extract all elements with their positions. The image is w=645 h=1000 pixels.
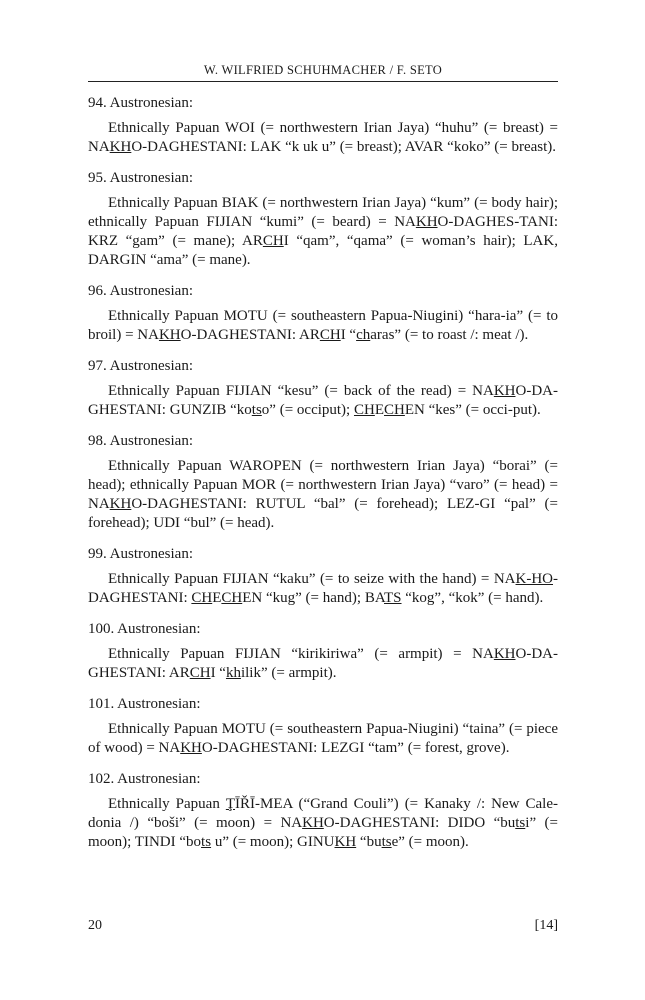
underlined-segment: ts [201,834,212,850]
entry-title: 101. Austronesian: [88,696,201,712]
text-segment: O-DAGHESTANI: LAK “k uk u” (= breast); AVAR “koko” (= breast). [131,139,557,155]
text-segment: I “ [340,327,357,343]
text-segment: EN “kug” (= hand); BA [242,590,384,606]
entry-body [88,307,558,345]
underlined-segment: KH [493,646,516,662]
underlined-segment: KH [180,740,202,756]
text-segment: Ethnically Papuan WOI (= northwestern Irian Jaya) “huhu” (= breast) = NA [88,120,558,155]
text-segment: I “qam”, “qama” (= woman’s hair); LAK, DARGIN “ama” (= mane). [88,233,558,268]
text-segment: O-DAGHESTANI: LEZGI “tam” (= forest, grove). [201,740,510,756]
text-segment: “kog”, “kok” (= hand). [401,590,544,606]
page-reference: [14] [534,918,558,933]
text-segment: o” (= occiput); [261,402,354,418]
entry-title: 98. Austronesian: [88,433,193,449]
text-segment: Ethnically Papuan MOTU (= southeastern Papua-Niugini) “taina” (= piece of wood) = NA [88,721,558,756]
underlined-segment: ch [356,327,371,343]
entry [88,282,558,345]
entry-body [88,457,558,533]
text-segment: E [374,402,384,418]
underlined-segment: KH [109,139,132,155]
underlined-segment: KH [158,327,181,343]
text-segment: I “ [210,665,226,681]
underlined-segment: KH [302,815,324,831]
text-segment: -DAGHESTANI: [88,571,558,606]
entry [88,432,558,533]
text-segment: O-DA-GHESTANI: GUNZIB “ko [88,383,558,418]
entry-title: 97. Austronesian: [88,358,193,374]
entry [88,94,558,157]
entry-body [88,795,558,852]
entry-title: 100. Austronesian: [88,621,201,637]
entry-title: 94. Austronesian: [88,95,193,111]
underlined-segment: CH [191,590,213,606]
underlined-segment: TS [384,590,402,606]
text-segment: O-DAGHES-TANI: KRZ “gam” (= mane); AR [88,214,558,249]
underlined-segment: CH [189,665,211,681]
text-segment: Ethnically Papuan BIAK (= northwestern Irian Jaya) “kum” (= body hair); ethnically Papuan FIJIAN “kumi” (= beard) = NA [88,195,558,230]
text-segment: Ethnically Papuan WAROPEN (= northwestern Irian Jaya) “borai” (= head); ethnically Papuan MOR (= northwestern Irian Jaya) “varo” (= head) = NA [88,458,558,512]
entry-body [88,570,558,608]
text-segment: “bu [356,834,382,850]
underlined-segment: KH [415,214,438,230]
underlined-segment: CH [221,590,243,606]
underlined-segment: K-HO [515,571,553,587]
underlined-segment: CH [319,327,341,343]
underlined-segment: kh [225,665,241,681]
entry-body [88,194,558,270]
underlined-segment: Ţ [225,796,236,812]
entry [88,357,558,420]
text-segment: Ethnically Papuan [108,796,226,812]
entry-body [88,382,558,420]
entry [88,770,558,852]
underlined-segment: KH [334,834,357,850]
text-segment: ĪŘĪ-MEA (“Grand Couli”) (= Kanaky /: New Cale-donia /) “boši” (= moon) = NA [88,796,558,831]
underlined-segment: CH [262,233,284,249]
text-segment: EN “kes” (= occi-put). [404,402,541,418]
entry-body [88,720,558,758]
entry [88,620,558,683]
entry-title: 95. Austronesian: [88,170,193,186]
underlined-segment: ts [515,815,526,831]
text-segment: O-DAGHESTANI: AR [180,327,320,343]
entry-body [88,645,558,683]
text-segment: Ethnically Papuan FIJIAN “kirikiriwa” (= armpit) = NA [108,646,494,662]
entry [88,695,558,758]
entry [88,169,558,270]
text-segment: E [212,590,222,606]
text-segment: Ethnically Papuan MOTU (= southeastern Papua-Niugini) “hara-ia” (= to broil) = NA [88,308,558,343]
text-segment: e” (= moon). [391,834,469,850]
text-segment: u” (= moon); GINU [211,834,335,850]
underlined-segment: CH [384,402,405,418]
text-segment: O-DAGHESTANI: DIDO “bu [323,815,516,831]
entry-body [88,119,558,157]
underlined-segment: ts [381,834,392,850]
text-segment: aras” (= to roast /: meat /). [370,327,529,343]
underlined-segment: CH [353,402,375,418]
text-segment: Ethnically Papuan FIJIAN “kaku” (= to seize with the hand) = NA [108,571,516,587]
entries-list [88,94,558,864]
text-segment: O-DAGHESTANI: RUTUL “bal” (= forehead); LEZ-GI “pal” (= forehead); UDI “bul” (= head). [88,496,558,531]
text-segment: ilik” (= armpit). [240,665,337,681]
entry [88,545,558,608]
text-segment: O-DA-GHESTANI: AR [88,646,558,681]
page-number: 20 [88,918,102,933]
underlined-segment: KH [109,496,132,512]
header-rule [88,81,558,82]
underlined-segment: KH [493,383,516,399]
underlined-segment: ts [251,402,262,418]
running-head: W. WILFRIED SCHUHMACHER / F. SETO [203,63,443,77]
entry-title: 99. Austronesian: [88,546,193,562]
entry-title: 96. Austronesian: [88,283,193,299]
entry-title: 102. Austronesian: [88,771,201,787]
text-segment: i” (= moon); TINDI “bo [88,815,558,850]
text-segment: Ethnically Papuan FIJIAN “kesu” (= back of the read) = NA [108,383,494,399]
